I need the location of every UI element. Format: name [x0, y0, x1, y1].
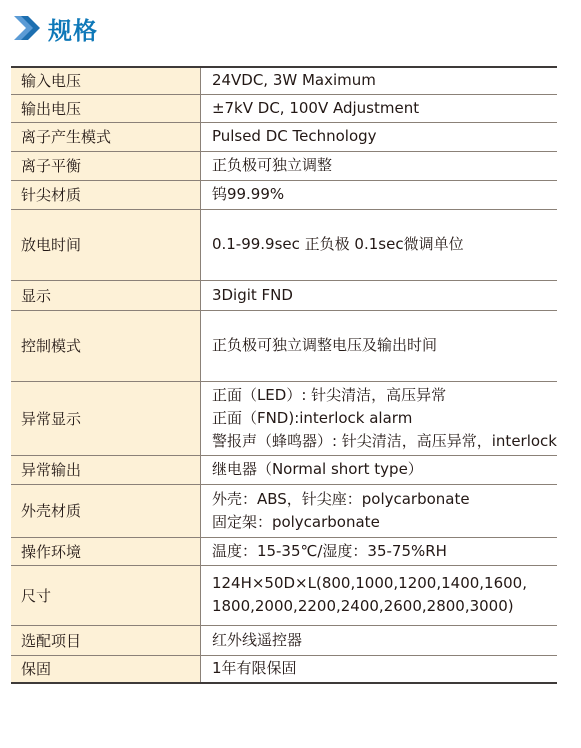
spec-value-line: 24VDC, 3W Maximum [211, 71, 376, 90]
spec-table-body [11, 67, 557, 683]
spec-label: 离子产生模式 [11, 122, 200, 151]
spec-value [200, 280, 557, 310]
section-title: 规格 [48, 16, 98, 45]
spec-row-ion-balance [11, 151, 557, 180]
spec-value-line: 正负极可独立调整电压及输出时间 [211, 336, 437, 354]
spec-value-line: 1800,2000,2200,2400,2600,2800,3000) [211, 597, 514, 615]
spec-value [200, 180, 557, 209]
spec-value [200, 381, 557, 455]
spec-value-line: 红外线遥控器 [211, 630, 302, 649]
spec-label: 保固 [11, 655, 200, 683]
chevron-right-icon [12, 13, 42, 43]
spec-value [200, 310, 557, 381]
spec-value [200, 209, 557, 280]
spec-value [200, 484, 557, 537]
spec-value [200, 67, 557, 94]
spec-value [200, 455, 557, 484]
spec-value-line: 正负极可独立调整 [211, 156, 332, 174]
spec-row-warranty [11, 655, 557, 683]
spec-value-line: ±7kV DC, 100V Adjustment [211, 98, 420, 117]
spec-row-alarm-output [11, 455, 557, 484]
spec-row-output-voltage [11, 94, 557, 122]
spec-row-alarm-display [11, 381, 557, 455]
spec-label: 尺寸 [11, 565, 200, 625]
spec-row-control-mode [11, 310, 557, 381]
spec-value-line: 3Digit FND [211, 285, 293, 304]
spec-value [200, 94, 557, 122]
spec-label: 离子平衡 [11, 151, 200, 180]
spec-label: 放电时间 [11, 209, 200, 280]
spec-value [200, 625, 557, 655]
spec-value-line: 钨99.99% [211, 185, 285, 203]
spec-value [200, 565, 557, 625]
spec-label: 异常显示 [11, 381, 200, 455]
spec-row-options [11, 625, 557, 655]
spec-value [200, 122, 557, 151]
spec-label: 输入电压 [11, 67, 200, 94]
spec-row-discharge-time [11, 209, 557, 280]
spec-row-input-voltage [11, 67, 557, 94]
spec-value-line: 外壳：ABS，针尖座：polycarbonate [211, 489, 470, 508]
spec-value-line: 温度：15-35℃/湿度：35-75%RH [211, 541, 447, 560]
spec-value-line: 警报声（蜂鸣器）: 针尖清洁，高压异常，interlock [211, 431, 557, 450]
spec-row-tip-material [11, 180, 557, 209]
spec-value [200, 537, 557, 565]
spec-row-display [11, 280, 557, 310]
spec-label: 输出电压 [11, 94, 200, 122]
spec-label: 显示 [11, 280, 200, 310]
spec-label: 操作环境 [11, 537, 200, 565]
spec-value-line: 正面（LED）: 针尖清洁，高压异常 [211, 385, 447, 404]
spec-value-line: 继电器（Normal short type） [211, 460, 423, 478]
spec-value-line: 0.1-99.9sec 正负极 0.1sec微调单位 [211, 235, 464, 253]
spec-row-dimensions [11, 565, 557, 625]
spec-value-line: 固定架：polycarbonate [211, 512, 380, 531]
spec-value-line: Pulsed DC Technology [211, 127, 377, 145]
spec-value [200, 655, 557, 683]
spec-row-ion-generation-mode [11, 122, 557, 151]
spec-value-line: 正面（FND):interlock alarm [211, 408, 413, 427]
spec-label: 外壳材质 [11, 484, 200, 537]
spec-table [11, 66, 557, 684]
spec-value-line: 124H×50D×L(800,1000,1200,1400,1600, [211, 574, 527, 592]
section-header [12, 10, 98, 46]
spec-label: 针尖材质 [11, 180, 200, 209]
spec-value [200, 151, 557, 180]
spec-row-operating-environment [11, 537, 557, 565]
spec-value-line: 1年有限保固 [211, 659, 297, 678]
spec-label: 异常输出 [11, 455, 200, 484]
spec-row-housing-material [11, 484, 557, 537]
spec-label: 控制模式 [11, 310, 200, 381]
spec-label: 选配项目 [11, 625, 200, 655]
